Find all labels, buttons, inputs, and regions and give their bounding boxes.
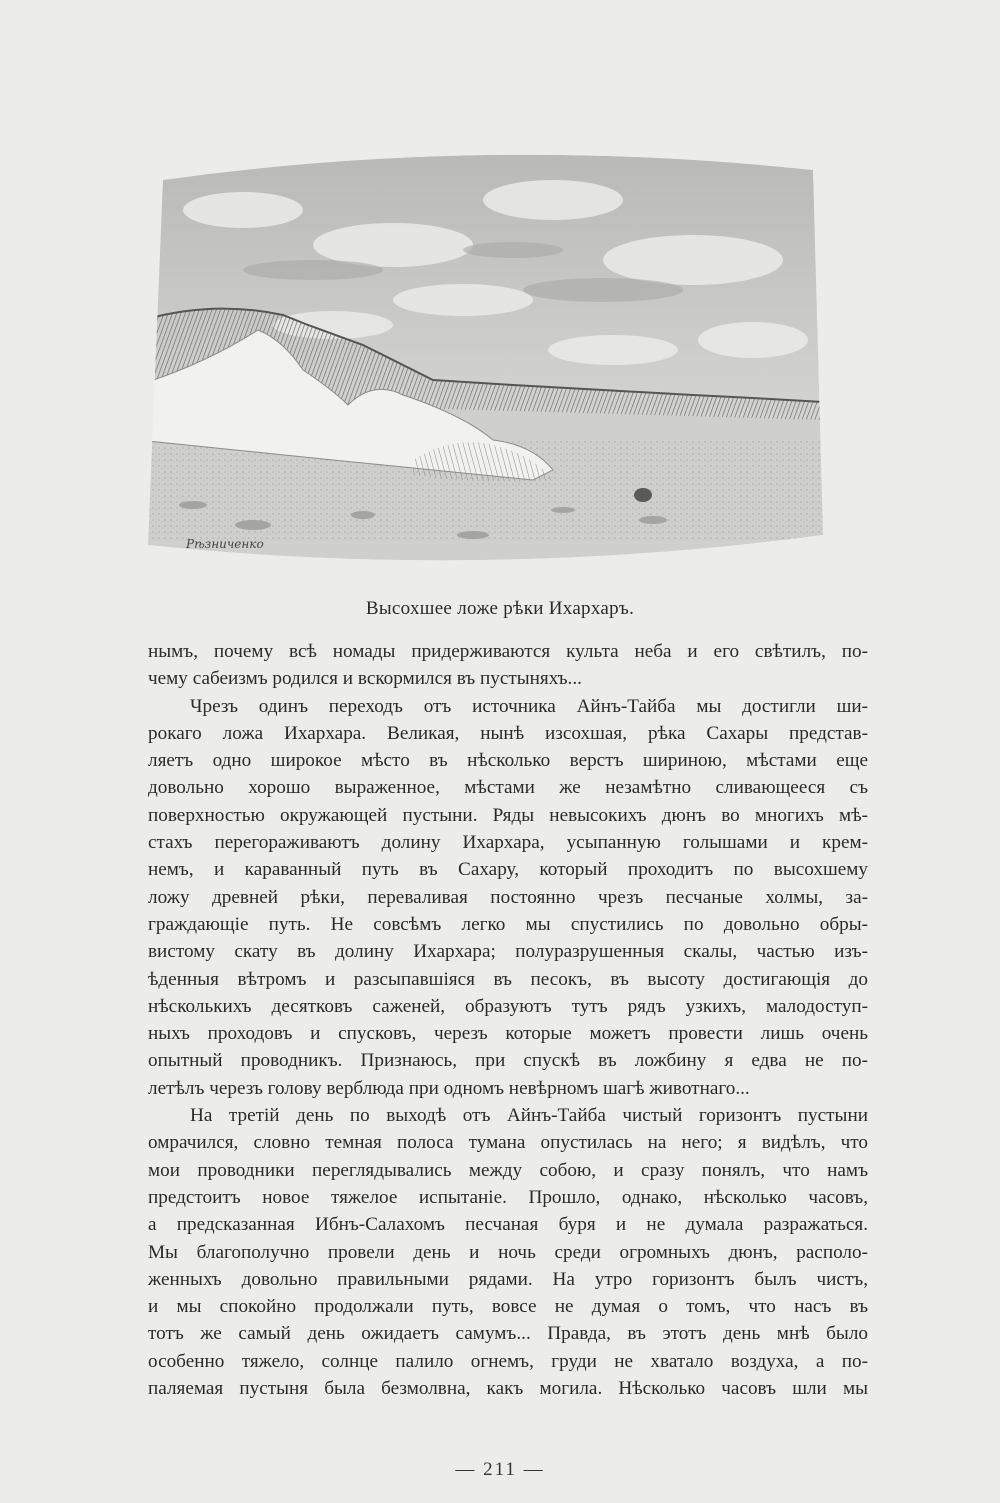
text-line: мои проводники переглядывались между собою, и сразу понялъ, что намъ [148,1159,868,1181]
text-line: паляемая пустыня была безмолвна, какъ могила. Нѣсколько часовъ шли мы [148,1378,868,1400]
figure-caption: Высохшее ложе рѣки Ихархаръ. [365,598,635,619]
text-line: а предсказанная Ибнъ-Салахомъ песчаная буря и не думала разражаться. [148,1214,868,1236]
engraving-image [133,140,833,580]
text-line: На третій день по выходѣ отъ Айнъ-Тайба чистый горизонтъ пустыни [190,1105,868,1127]
text-line: опытный проводникъ. Признаюсь, при спускѣ въ ложбину я едва не по- [148,1050,868,1072]
text-line: Мы благополучно провели день и ночь среди огромныхъ дюнъ, располо- [148,1241,868,1263]
text-line: Чрезъ одинъ переходъ отъ источника Айнъ-Тайба мы достигли ши- [190,695,868,717]
text-line: ныхъ проходовъ и спусковъ, черезъ которые можетъ провести лишь очень [148,1023,868,1045]
text-line: нѣсколькихъ десятковъ саженей, образуютъ тутъ рядъ узкихъ, малодоступ- [148,995,868,1017]
text-line: нымъ, почему всѣ номады придерживаются культа неба и его свѣтилъ, по- [148,641,868,662]
text-line: вистому скату въ долину Ихархара; полуразрушенныя скалы, частью изъ- [148,941,868,963]
text-line: омрачился, словно темная полоса тумана опустилась на него; я видѣлъ, что [148,1132,868,1154]
text-line: стахъ перегораживаютъ долину Ихархара, усыпанную голышами и крем- [148,832,868,854]
text-line: предстоитъ новое тяжелое испытаніе. Прошло, однако, нѣсколько часовъ, [148,1186,868,1208]
text-line: немъ, и караванный путь въ Сахару, который проходитъ по высохшему [148,859,868,881]
text-line: поверхностью окружающей пустыни. Ряды невысокихъ дюнъ во многихъ мѣ- [148,804,868,826]
text-line: тотъ же самый день ожидаетъ самумъ... Правда, въ этотъ день мнѣ было [148,1323,868,1345]
artist-signature: Рѣзниченко [186,537,264,551]
body-text [148,638,868,1402]
text-line: довольно хорошо выраженное, мѣстами же незамѣтно сливающееся съ [148,777,868,799]
text-line: граждающіе путь. Не совсѣмъ легко мы спустились по довольно обры- [148,913,868,935]
text-line: особенно тяжело, солнце палило огнемъ, груди не хватало воздуха, а по- [148,1350,868,1372]
engraving-dry-riverbed [133,140,833,580]
text-line: ложу древней рѣки, переваливая постоянно чрезъ песчаные холмы, за- [148,886,868,908]
page-number: — 211 — [455,1459,545,1480]
text-line: ляетъ одно широкое мѣсто въ нѣсколько верстъ шириною, мѣстами еще [148,750,868,772]
text-line: и мы спокойно продолжали путь, вовсе не думая о томъ, что насъ въ [148,1296,868,1318]
text-line: чему сабеизмъ родился и вскормился въ пустыняхъ... [148,668,582,690]
text-line: летѣлъ черезъ голову верблюда при одномъ невѣрномъ шагѣ животнаго... [148,1077,750,1099]
text-line: женныхъ довольно правильными рядами. На утро горизонтъ былъ чистъ, [148,1268,868,1290]
text-line: ѣденныя вѣтромъ и разсыпавшіяся въ песокъ, въ высоту достигающія до [148,968,868,990]
text-line: рокаго ложа Ихархара. Великая, нынѣ изсохшая, рѣка Сахары представ- [148,722,868,744]
